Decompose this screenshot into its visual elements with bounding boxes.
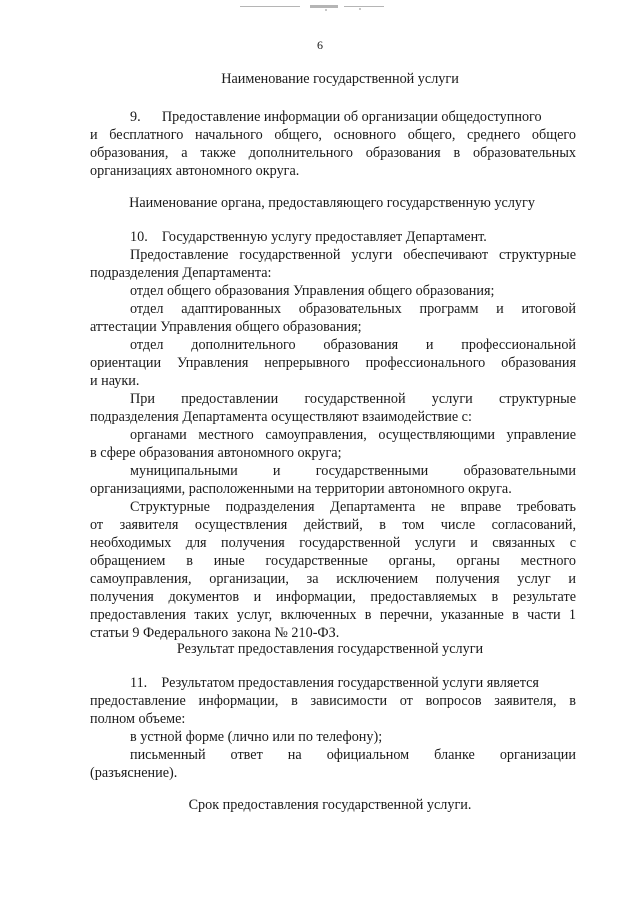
- item10-line-23: статьи 9 Федерального закона № 210-ФЗ.: [90, 625, 340, 641]
- item11-line-1: 11. Результатом предоставления государственной услуги является: [130, 675, 539, 691]
- item10-line-2: Предоставление государственной услуги обеспечивают структурные: [130, 247, 576, 263]
- section-heading-term: Срок предоставления государственной услуги.: [188, 797, 472, 813]
- page-number: 6: [317, 38, 323, 52]
- item9-line-1: 9. Предоставление информации об организации общедоступного: [130, 109, 542, 125]
- item10-line-4: отдел общего образования Управления общего образования;: [130, 283, 495, 299]
- section-heading-service-name: Наименование государственной услуги: [221, 71, 459, 87]
- item10-line-5: отдел адаптированных образовательных программ и итоговой: [130, 301, 576, 317]
- item10-line-6: аттестации Управления общего образования;: [90, 319, 362, 335]
- item10-line-14: муниципальными и государственными образовательными: [130, 463, 576, 479]
- section-heading-result: Результат предоставления государственной услуги: [176, 641, 484, 657]
- item10-line-15: организациями, расположенными на территории автономного округа.: [90, 481, 512, 497]
- item10-line-17: от заявителя осуществления действий, в том числе согласований,: [90, 517, 576, 533]
- item9-line-4: организациях автономного округа.: [90, 163, 300, 179]
- item10-line-12: органами местного самоуправления, осуществляющими управление: [130, 427, 576, 443]
- item10-line-20: самоуправления, организации, за исключением получения услуг и: [90, 571, 576, 587]
- item10-line-16: Структурные подразделения Департамента не вправе требовать: [130, 499, 576, 515]
- item10-line-3: подразделения Департамента:: [90, 265, 272, 281]
- item10-line-9: и науки.: [90, 373, 140, 389]
- item10-line-18: необходимых для получения государственной услуги и связанных с: [90, 535, 576, 551]
- item10-line-21: получения документов и информации, предоставляемых в результате: [90, 589, 576, 605]
- item11-line-3: полном объеме:: [90, 711, 186, 727]
- item10-line-11: подразделения Департамента осуществляют взаимодействие с:: [90, 409, 472, 425]
- item11-line-2: предоставление информации, в зависимости от вопросов заявителя, в: [90, 693, 576, 709]
- item10-line-1: 10. Государственную услугу предоставляет Департамент.: [130, 229, 487, 245]
- item9-line-2: и бесплатного начального общего, основного общего, среднего общего: [90, 127, 576, 143]
- item9-line-3: образования, а также дополнительного образования в образовательных: [90, 145, 576, 161]
- item10-line-22: предоставления таких услуг, включенных в перечни, указанные в части 1: [90, 607, 576, 623]
- item11-line-6: (разъяснение).: [90, 765, 178, 781]
- item10-line-10: При предоставлении государственной услуги структурные: [130, 391, 576, 407]
- scan-artifact: [240, 2, 390, 12]
- item10-line-8: ориентации Управления непрерывного профессионального образования: [90, 355, 576, 371]
- item10-line-19: обращением в иные государственные органы, органы местного: [90, 553, 576, 569]
- section-heading-body: Наименование органа, предоставляющего государственную услугу: [129, 195, 535, 211]
- item11-line-4: в устной форме (лично или по телефону);: [130, 729, 383, 745]
- item10-line-13: в сфере образования автономного округа;: [90, 445, 342, 461]
- item10-line-7: отдел дополнительного образования и профессиональной: [130, 337, 576, 353]
- item11-line-5: письменный ответ на официальном бланке организации: [130, 747, 576, 763]
